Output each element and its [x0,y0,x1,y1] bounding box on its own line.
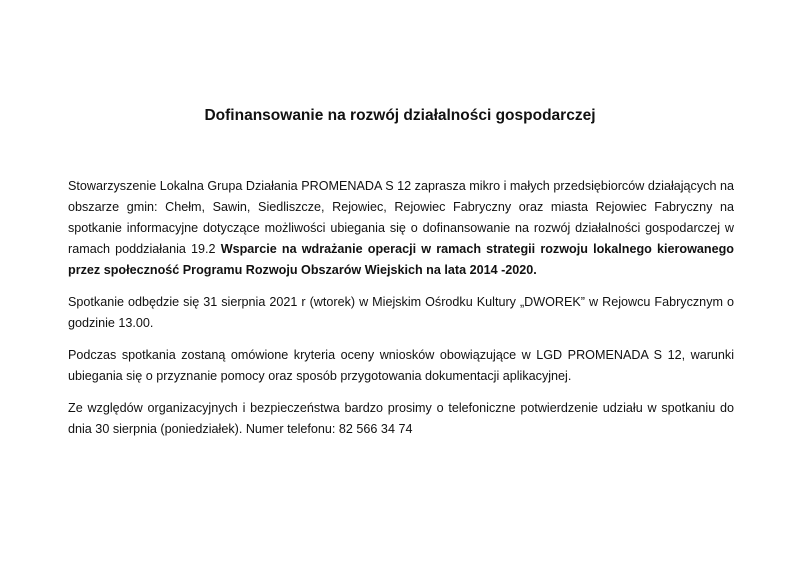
paragraph-invitation [68,176,734,281]
document-body [68,176,734,451]
paragraph-confirmation-request: Ze względów organizacyjnych i bezpieczeństwa bardzo prosimy o telefoniczne potwierdzenie udziału w spotkaniu do dnia 30 sierpnia (poniedziałek). Numer telefonu: 82 566 34 74 [68,401,734,436]
program-name-bold: Wsparcie na wdrażanie operacji w ramach strategii rozwoju lokalnego kierowanego przez społeczność Programu Rozwoju Obszarów Wiejskich na lata 2014 -2020. [68,242,734,277]
invitation-text: Stowarzyszenie Lokalna Grupa Działania PROMENADA S 12 zaprasza mikro i małych przedsiębiorców działających na obszarze gmin: Chełm, Sawin, Siedliszcze, Rejowiec, Rejowiec Fabryczny oraz miasta Rejowiec Fabryczny na spotkanie informacyjne dotyczące możliwości ubiegania się o dofinansowanie na rozwój działalności gospodarczej w ramach poddziałania 19.2 [68,179,734,256]
paragraph-meeting-details: Spotkanie odbędzie się 31 sierpnia 2021 r (wtorek) w Miejskim Ośrodku Kultury „DWOREK” w Rejowcu Fabrycznym o godzinie 13.00. [68,295,734,330]
document-title: Dofinansowanie na rozwój działalności gospodarczej [204,107,596,124]
paragraph-meeting-topics: Podczas spotkania zostaną omówione kryteria oceny wniosków obowiązujące w LGD PROMENADA S 12, warunki ubiegania się o przyznanie pomocy oraz sposób przygotowania dokumentacji aplikacyjnej. [68,348,734,383]
